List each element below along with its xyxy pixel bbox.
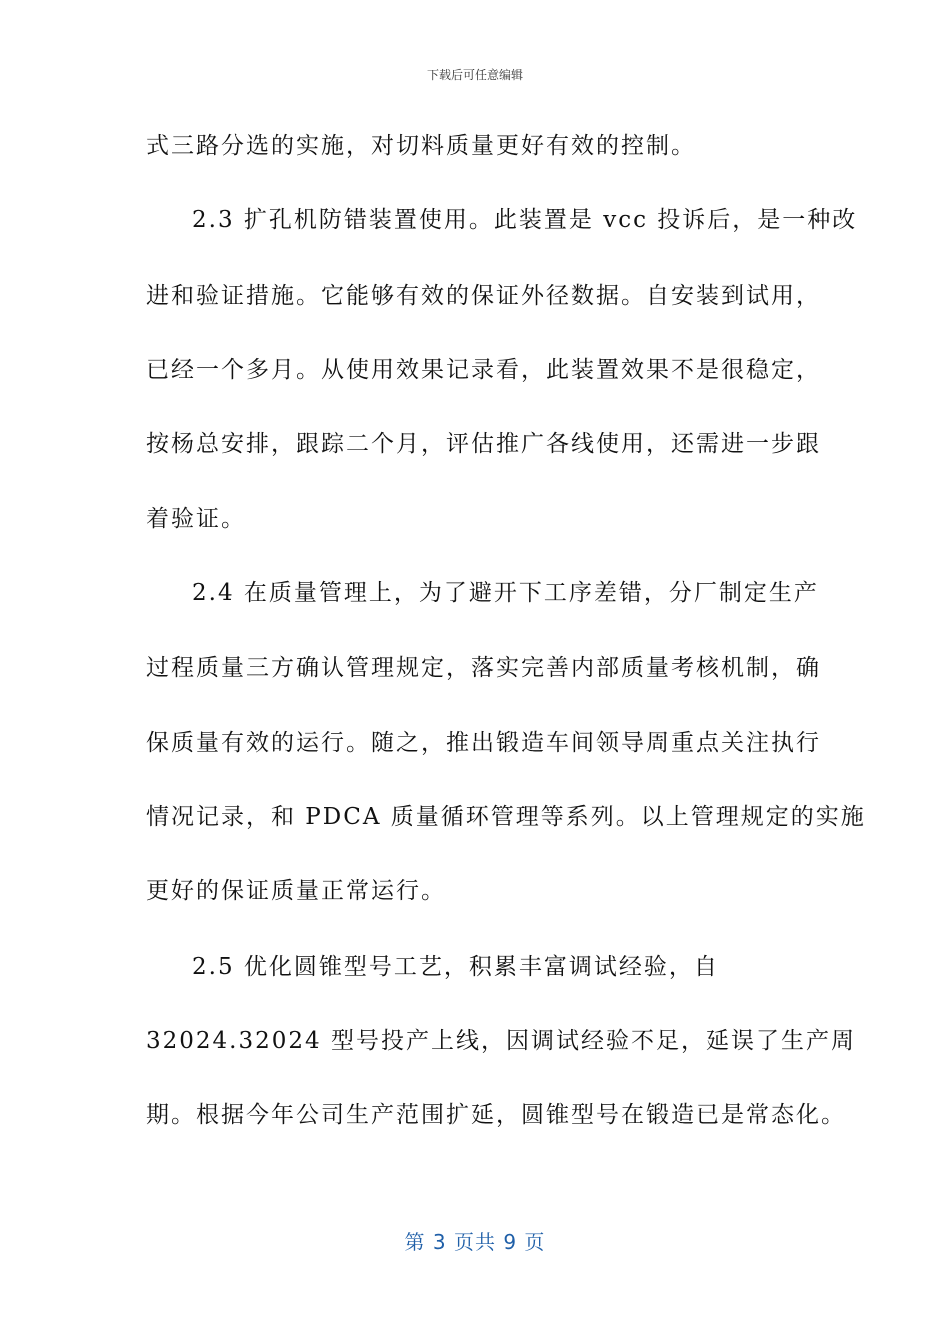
text-line: 更好的保证质量正常运行。 — [146, 878, 446, 904]
text-line: 2.5 优化圆锥型号工艺，积累丰富调试经验，自 — [192, 954, 719, 980]
text-line: 情况记录，和 PDCA 质量循环管理等系列。以上管理规定的实施 — [146, 804, 866, 830]
text-line: 过程质量三方确认管理规定，落实完善内部质量考核机制，确 — [146, 655, 821, 681]
text-line: 进和验证措施。它能够有效的保证外径数据。自安装到试用， — [146, 283, 821, 309]
text-line: 按杨总安排，跟踪二个月，评估推广各线使用，还需进一步跟 — [146, 431, 821, 457]
text-line: 着验证。 — [146, 506, 246, 532]
text-line: 已经一个多月。从使用效果记录看，此装置效果不是很稳定， — [146, 357, 821, 383]
page-header: 下载后可任意编辑 — [426, 68, 523, 82]
text-line: 期。根据今年公司生产范围扩延，圆锥型号在锻造已是常态化。 — [146, 1102, 846, 1128]
text-line: 保质量有效的运行。随之，推出锻造车间领导周重点关注执行 — [146, 730, 821, 756]
page-number-footer: 第 3 页共 9 页 — [404, 1230, 546, 1254]
text-line: 32024.32024 型号投产上线，因调试经验不足，延误了生产周 — [146, 1028, 856, 1054]
text-line: 式三路分选的实施，对切料质量更好有效的控制。 — [146, 133, 696, 159]
text-line: 2.4 在质量管理上，为了避开下工序差错，分厂制定生产 — [192, 580, 819, 606]
text-line: 2.3 扩孔机防错装置使用。此装置是 vcc 投诉后，是一种改 — [192, 207, 858, 233]
